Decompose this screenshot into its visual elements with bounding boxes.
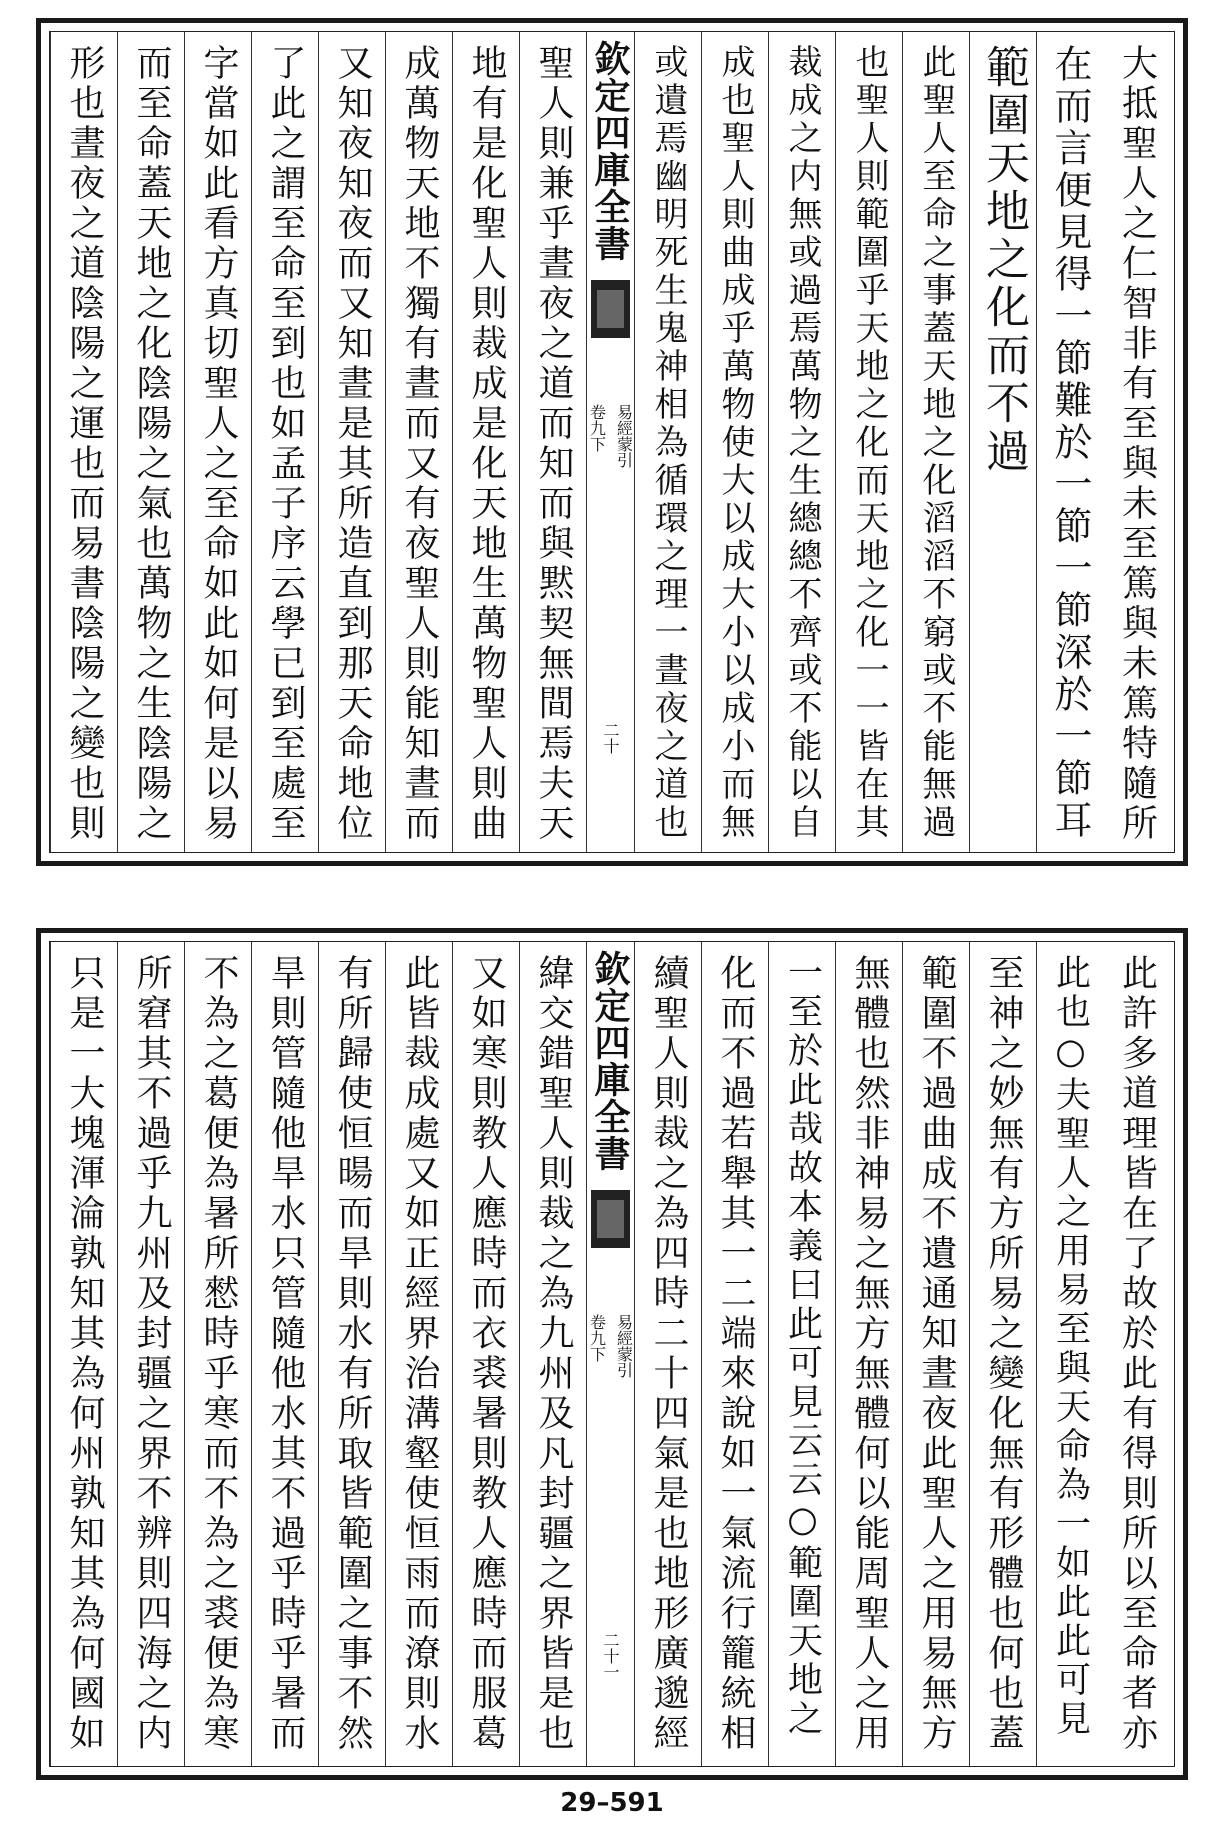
column-text: 旱則管隨他旱水只管隨他水其不過乎時乎暑而 bbox=[265, 954, 306, 1754]
text-column bbox=[184, 942, 251, 1766]
column-text: 無體也然非神易之無方無體何以能周聖人之用 bbox=[849, 954, 890, 1754]
text-column bbox=[768, 942, 835, 1766]
column-text: 此皆裁成處又如正經界治溝壑使恒雨而潦則水 bbox=[399, 954, 440, 1754]
text-column bbox=[452, 942, 519, 1766]
text-column bbox=[835, 942, 902, 1766]
chapter-label bbox=[586, 404, 636, 468]
text-column bbox=[519, 942, 586, 1766]
text-column bbox=[452, 32, 519, 852]
gutter-column bbox=[586, 32, 634, 852]
page-number: 29–591 bbox=[560, 1788, 664, 1818]
column-text: 了此之謂至命至到也如孟子序云學已到至處至 bbox=[265, 44, 306, 844]
top-page-panel bbox=[36, 18, 1188, 866]
gutter-column bbox=[586, 942, 634, 1766]
text-column bbox=[701, 32, 768, 852]
text-column bbox=[50, 942, 117, 1766]
column-text: 有所歸使恒暘而旱則水有所取皆範圍之事不然 bbox=[332, 954, 373, 1754]
column-text: 也聖人則範圍乎天地之化而天地之化一一皆在其 bbox=[849, 44, 889, 842]
text-column bbox=[1103, 32, 1170, 852]
text-column bbox=[184, 32, 251, 852]
work-title: 易經蒙引 bbox=[614, 1314, 634, 1378]
text-column bbox=[251, 942, 318, 1766]
column-text: 地有是化聖人則裁成是化天地生萬物聖人則曲 bbox=[466, 44, 507, 844]
column-text: 範圍天地之化而不過 bbox=[978, 44, 1029, 476]
text-column bbox=[1036, 942, 1103, 1766]
column-text: 而至命蓋天地之化陰陽之氣也萬物之生陰陽之 bbox=[131, 44, 172, 844]
text-column bbox=[902, 942, 969, 1766]
text-column bbox=[117, 32, 184, 852]
column-text: 字當如此看方真切聖人之至命如此如何是以易 bbox=[198, 44, 239, 844]
text-column bbox=[634, 942, 701, 1766]
volume-label: 卷九下 bbox=[587, 404, 607, 452]
text-column bbox=[519, 32, 586, 852]
folio-number: 二十 bbox=[601, 722, 620, 754]
column-text: 成也聖人則曲成乎萬物使大以成大小以成小而無 bbox=[715, 44, 755, 842]
text-column bbox=[902, 32, 969, 852]
text-column bbox=[1036, 32, 1103, 852]
text-column bbox=[701, 942, 768, 1766]
text-column bbox=[1103, 942, 1170, 1766]
bottom-page-panel bbox=[36, 928, 1188, 1780]
column-text: 續聖人則裁之為四時二十四氣是也地形廣邈經 bbox=[648, 954, 689, 1754]
column-text: 所窘其不過乎九州及封疆之界不辨則四海之内 bbox=[131, 954, 172, 1754]
column-text: 此許多道理皆在了故於此有得則所以至命者亦 bbox=[1116, 954, 1158, 1754]
column-text: 至神之妙無有方所易之變化無有形體也何也蓋 bbox=[983, 954, 1024, 1754]
column-text: 不為之葛便為暑所憖時乎寒而不為之裘便為寒 bbox=[198, 954, 239, 1754]
text-column bbox=[969, 32, 1036, 852]
column-text: 又知夜知夜而又知晝是其所造直到那天命地位 bbox=[332, 44, 373, 844]
column-text: 範圍不過曲成不遺通知晝夜此聖人之用易無方 bbox=[916, 954, 957, 1754]
volume-label: 卷九下 bbox=[587, 1314, 607, 1362]
column-text: 聖人則兼乎晝夜之道而知而與黙契無間焉夫天 bbox=[533, 44, 574, 844]
text-column bbox=[634, 32, 701, 852]
column-text: 形也晝夜之道陰陽之運也而易書陰陽之變也則 bbox=[64, 44, 105, 844]
text-column bbox=[385, 942, 452, 1766]
text-column bbox=[835, 32, 902, 852]
text-column bbox=[251, 32, 318, 852]
book-title: 欽定四庫全書 bbox=[589, 950, 631, 1172]
column-text: 在而言便見得一節難於一節一節深於一節耳 bbox=[1048, 44, 1092, 842]
column-text: 又如寒則教人應時而衣裘暑則教人應時而服葛 bbox=[466, 954, 507, 1754]
chapter-label bbox=[586, 1314, 636, 1378]
column-text: 此聖人至命之事蓋天地之化滔滔不窮或不能無過 bbox=[916, 44, 956, 842]
text-column bbox=[117, 942, 184, 1766]
bottom-page-frame bbox=[49, 941, 1175, 1767]
text-column bbox=[318, 942, 385, 1766]
text-column bbox=[385, 32, 452, 852]
column-text: 或遺焉幽明死生鬼神相為循環之理一晝夜之道也 bbox=[648, 44, 688, 842]
text-column bbox=[969, 942, 1036, 1766]
text-column bbox=[768, 32, 835, 852]
text-column bbox=[318, 32, 385, 852]
fishtail-ornament bbox=[591, 280, 630, 338]
column-text: 一至於此哉故本義曰此可見云云○範圍天地之 bbox=[782, 954, 823, 1739]
folio-number: 二十一 bbox=[601, 1632, 620, 1680]
fishtail-ornament bbox=[591, 1190, 630, 1248]
column-text: 大抵聖人之仁智非有至與未至篤與未篤特隨所 bbox=[1116, 44, 1158, 844]
text-column bbox=[50, 32, 117, 852]
column-text: 裁成之内無或過焉萬物之生總總不齊或不能以自 bbox=[782, 44, 822, 842]
column-text: 只是一大塊渾淪孰知其為何州孰知其為何國如 bbox=[64, 954, 105, 1754]
column-text: 緯交錯聖人則裁之為九州及凡封疆之界皆是也 bbox=[533, 954, 574, 1754]
work-title: 易經蒙引 bbox=[614, 404, 634, 468]
column-text: 化而不過若舉其一二端來說如一氣流行籠統相 bbox=[715, 954, 756, 1754]
top-page-frame bbox=[49, 31, 1175, 853]
book-title: 欽定四庫全書 bbox=[589, 40, 631, 262]
column-text: 此也○夫聖人之用易至與天命為一如此此可見 bbox=[1050, 954, 1091, 1739]
column-text: 成萬物天地不獨有晝而又有夜聖人則能知晝而 bbox=[399, 44, 440, 844]
